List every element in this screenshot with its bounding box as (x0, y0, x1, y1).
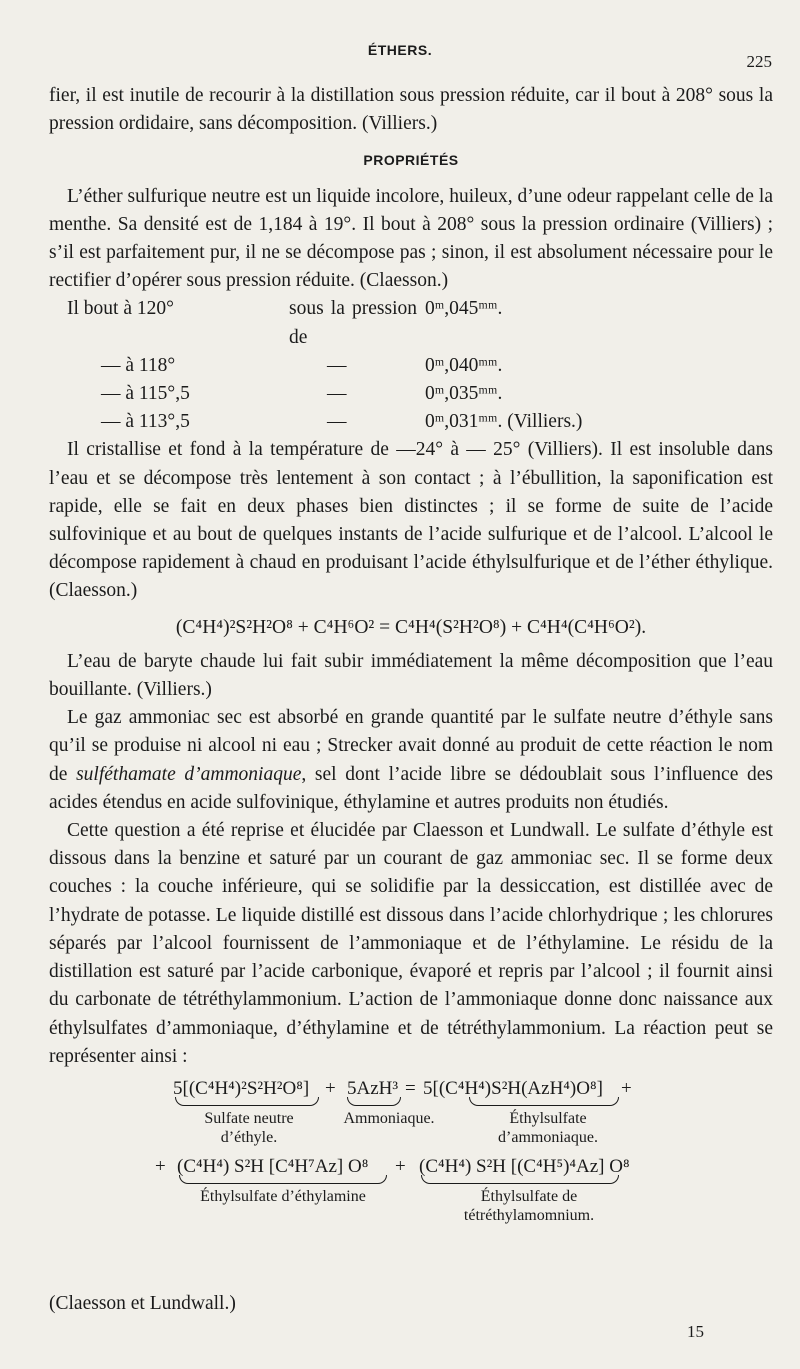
table-cell: — (327, 354, 347, 376)
product-ethylamine-salt: (C⁴H⁴) S²H [C⁴H⁷Az] O⁸ (177, 1155, 369, 1177)
underbrace (347, 1097, 401, 1106)
table-cell: 0ᵐ,040ᵐᵐ. (425, 354, 503, 376)
running-head: ÉTHERS. (367, 42, 433, 58)
underbrace (175, 1097, 319, 1106)
text-run: , sel dont l’acide libre se dédoublait sous l’influence des acides étendus en acide sulfovinique, éthylamine et autres produits non étudiés. (49, 763, 773, 813)
label-ethylsulfate-ammoniaque: Éthylsulfate d’ammoniaque. (498, 1109, 598, 1146)
boiling-point-table (67, 295, 582, 436)
underbrace (469, 1097, 619, 1106)
main-text (49, 82, 773, 1245)
table-cell: Il bout à 120° (67, 298, 174, 320)
table-cell: — à 115°,5 (101, 383, 190, 405)
reaction-scheme (49, 1075, 773, 1245)
table-cell: — à 113°,5 (101, 411, 190, 433)
plus-sign: + (621, 1077, 632, 1099)
label-sulfate-neutre: Sulfate neutre d’éthyle. (204, 1109, 294, 1146)
table-cell: sous la pression de (289, 298, 417, 348)
paragraph-ammonia (49, 704, 773, 817)
product-tetrethylammonium-salt: (C⁴H⁴) S²H [(C⁴H⁵)⁴Az] O⁸ (419, 1155, 630, 1177)
signature-number: 15 (687, 1322, 704, 1341)
table-row (67, 295, 582, 351)
source-citation: (Claesson et Lundwall.) (49, 1293, 236, 1314)
section-title: PROPRIÉTÉS (363, 152, 459, 169)
table-cell: — (327, 383, 347, 405)
table-row (67, 408, 582, 436)
paragraph-properties: L’éther sulfurique neutre est un liquide incolore, huileux, d’une odeur rappelant celle de la menthe. Sa densité est de 1,184 à 19°. Il bout à 208° sous la pression ordinaire (Villiers) ; s’il est parfaitement pur, il ne se décompose pas ; sinon, il est absolument nécessaire pour le rectifier d’opérer sous pression réduite. (Claesson.) (49, 185, 773, 292)
italic-term: sulféthamate d’ammoniaque (76, 763, 302, 785)
table-row (67, 352, 582, 380)
formula-alcoholysis: (C⁴H⁴)²S²H²O⁸ + C⁴H⁶O² = C⁴H⁴(S²H²O⁸) + C⁴H⁴(C⁴H⁶O²). (175, 616, 647, 638)
paragraph-claesson-lundwall: Cette question a été reprise et élucidée par Claesson et Lundwall. Le sulfate d’éthyle est dissous dans la benzine et saturé par un courant de gaz ammoniac sec. Il se forme deux couches : la couche inférieure, qui se solidifie par la dessiccation, est distillée avec de l’hydrate de potasse. Le liquide distillé est dissous dans l’acide chlorhydrique ; les chlorures séparés par l’alcool fournissent de l’ammoniaque et de l’éthylamine. Le résidu de la distillation est saturé par l’acide carbonique, évaporé et repris par l’alcool ; il fournit ainsi du carbonate de tétréthylammonium. L’action de l’ammoniaque donne donc naissance aux éthylsulfates d’ammoniaque, d’éthylamine et de tétréthylammonium. La réaction peut se représenter ainsi : (49, 820, 773, 1067)
paragraph-baryte: L’eau de baryte chaude lui fait subir immédiatement la même décomposition que l’eau bouillante. (Villiers.) (49, 650, 773, 701)
label-ethylsulfate-ethylamine: Éthylsulfate d’éthylamine (200, 1187, 366, 1205)
underbrace (179, 1175, 387, 1184)
label-ethylsulfate-tetrethylammonium: Éthylsulfate de tétréthylamomnium. (463, 1187, 595, 1224)
reactant-ammonia: 5AzH³ (347, 1077, 399, 1099)
label-ammoniaque: Ammoniaque. (343, 1109, 435, 1127)
table-cell: 0ᵐ,035ᵐᵐ. (425, 383, 503, 405)
paragraph-crystallisation: Il cristallise et fond à la température de —24° à — 25° (Villiers). Il est insoluble dans l’eau et se décompose très lentement à son contact ; à l’ébullition, la saponification est rapide, elle se fait en deux phases bien distinctes ; il se forme de suite de l’acide sulfovinique et au bout de quelques instants de l’acide sulfurique et de l’alcool. L’alcool le décompose rapidement à chaud en produisant l’acide éthylsulfurique et de l’éther éthylique. (Claesson.) (49, 439, 773, 602)
page-number: 225 (746, 52, 772, 71)
table-row (67, 380, 582, 408)
table-cell: — à 118° (101, 354, 176, 376)
table-cell: 0ᵐ,045ᵐᵐ. (425, 298, 503, 320)
table-cell: — (327, 411, 347, 433)
product-ammonium-salt: 5[(C⁴H⁴)S²H(AzH⁴)O⁸] (423, 1077, 603, 1099)
reactant-sulfate: 5[(C⁴H⁴)²S²H²O⁸] (173, 1077, 310, 1099)
text-run: Le gaz ammoniac sec est absorbé en grande quantité par le sulfate neutre d’éthyle sans qu’il se produise ni alcool ni eau ; Strecker avait donné au produit de cette réaction le nom de (49, 707, 773, 785)
paragraph-continuation: fier, il est inutile de recourir à la distillation sous pression réduite, car il bout à 208° sous la pression ordidaire, sans décomposition. (Villiers.) (49, 85, 773, 135)
underbrace (421, 1175, 619, 1184)
equals-sign: = (405, 1077, 416, 1099)
plus-sign: + (325, 1077, 336, 1099)
plus-sign: + (155, 1155, 166, 1177)
table-cell: 0ᵐ,031ᵐᵐ. (Villiers.) (425, 411, 583, 433)
plus-sign: + (395, 1155, 406, 1177)
